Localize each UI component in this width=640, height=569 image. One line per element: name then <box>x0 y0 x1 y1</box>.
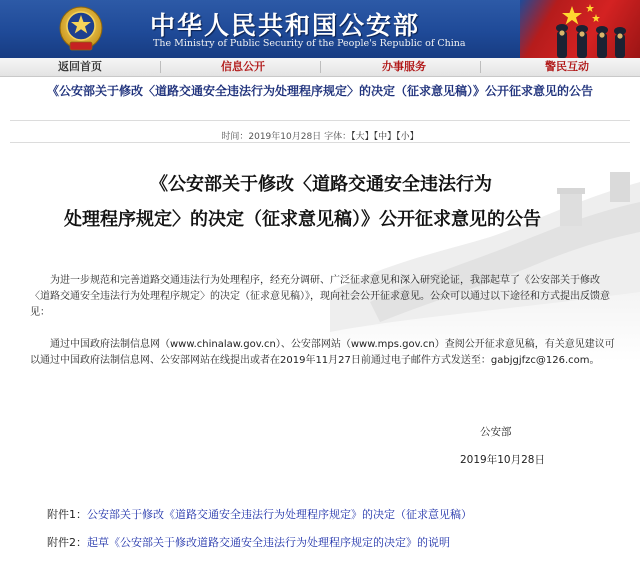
nav-separator <box>160 61 161 73</box>
meta-font-label: 字体： <box>324 132 352 142</box>
heading-divider <box>10 120 630 121</box>
body-paragraph-2: 通过中国政府法制信息网（www.chinalaw.gov.cn）、公安部网站（www.mps.gov.cn）查阅公开征求意见稿，有关意见建议可以通过中国政府法制信息网、公安部网站在线提出或者在2019年11月27日前通过电子邮件方式发送至：gabjgjfzc@126.com。 <box>30 339 615 366</box>
site-title: 中华人民共和国公安部 <box>150 11 421 40</box>
attachment-2-label: 附件2： <box>47 536 87 549</box>
attachment-1-link[interactable]: 公安部关于修改《道路交通安全违法行为处理程序规定》的决定（征求意见稿） <box>87 508 472 521</box>
police-emblem-icon <box>58 5 104 53</box>
nav-info-disclosure[interactable]: 信息公开 <box>221 60 265 73</box>
font-size-large[interactable]: 【大】 <box>351 132 374 142</box>
main-nav <box>0 58 640 77</box>
meta-time-label: 时间： <box>221 132 249 142</box>
attachment-2-link[interactable]: 起草《公安部关于修改道路交通安全违法行为处理程序规定的决定》的说明 <box>87 536 450 549</box>
nav-home[interactable]: 返回首页 <box>58 60 102 73</box>
nav-interaction[interactable]: 警民互动 <box>545 60 589 73</box>
font-size-medium[interactable]: 【中】 <box>373 132 397 142</box>
police-figures-icon <box>550 18 630 58</box>
article-title-line-1: 《公安部关于修改〈道路交通安全违法行为 <box>150 174 492 195</box>
font-size-small[interactable]: 【小】 <box>396 132 419 142</box>
nav-separator <box>320 61 321 73</box>
article-meta <box>0 129 640 142</box>
signature-date: 2019年10月28日 <box>460 454 545 466</box>
body-paragraph-1: 为进一步规范和完善道路交通违法行为处理程序，经充分调研、广泛征求意见和深入研究论证，我部起草了《公安部关于修改〈道路交通安全违法行为处理程序规定〉的决定（征求意见稿）》，现向社会公开征求意见。公众可以通过以下途径和方式提出反馈意见： <box>30 275 610 318</box>
article-heading: 《公安部关于修改〈道路交通安全违法行为处理程序规定〉的决定（征求意见稿）》公开征求意见的公告 <box>46 84 593 98</box>
nav-separator <box>480 61 481 73</box>
article-title-line-2: 处理程序规定〉的决定（征求意见稿）》公开征求意见的公告 <box>64 209 541 230</box>
signature: 公安部 <box>480 426 512 438</box>
meta-time: 2019年10月28日 <box>248 132 322 142</box>
attachment-2 <box>47 534 450 550</box>
site-subtitle: The Ministry of Public Security of the People's Republic of China <box>153 38 466 49</box>
attachment-1 <box>47 506 472 522</box>
attachment-1-label: 附件1： <box>47 508 87 521</box>
header-banner <box>0 0 640 58</box>
nav-services[interactable]: 办事服务 <box>382 60 426 73</box>
